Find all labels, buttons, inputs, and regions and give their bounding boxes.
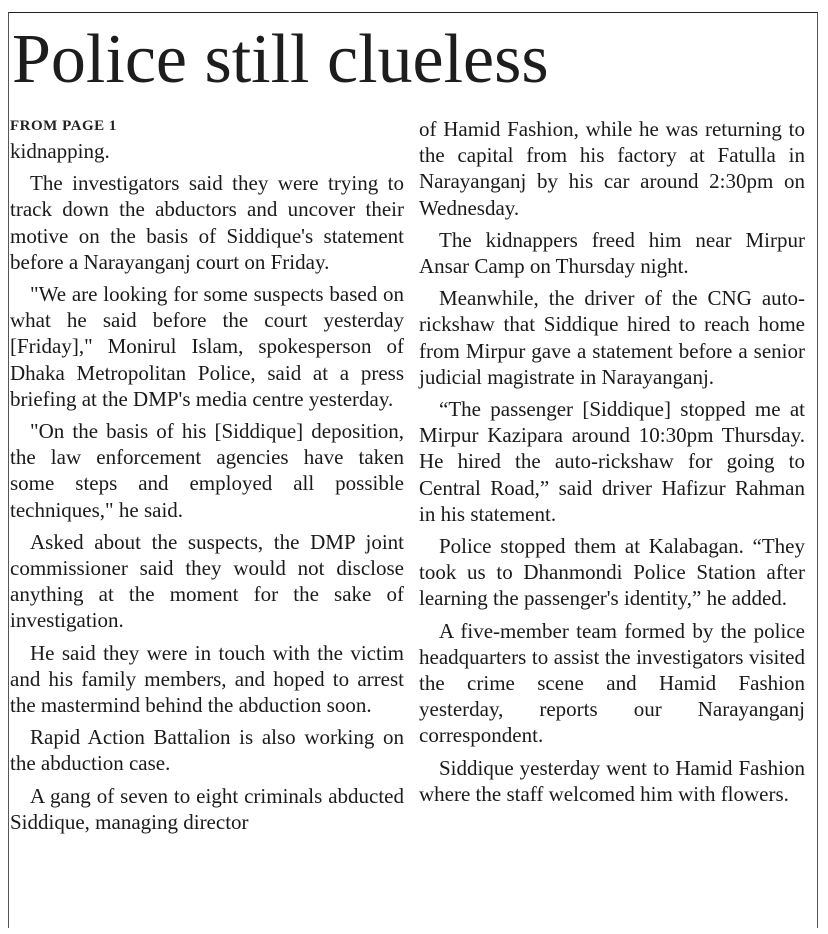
right-column bbox=[419, 116, 805, 813]
paragraph: of Hamid Fashion, while he was returning to the capital from his factory at Fatulla in Narayanganj by his car around 2:30pm on Wednesday. bbox=[419, 117, 805, 220]
headline: Police still clueless bbox=[12, 21, 549, 98]
paragraph: Meanwhile, the driver of the CNG auto-rickshaw that Siddique hired to reach home from Mirpur gave a statement before a senior judicial magistrate in Narayanganj. bbox=[419, 286, 805, 389]
jumpline: FROM PAGE 1 bbox=[10, 118, 117, 134]
paragraph: Rapid Action Battalion is also working on the abduction case. bbox=[10, 725, 404, 776]
paragraph: kidnapping. bbox=[10, 139, 110, 163]
paragraph: The kidnappers freed him near Mirpur Ansar Camp on Thursday night. bbox=[419, 227, 805, 279]
paragraph: Asked about the suspects, the DMP joint commissioner said they would not disclose anything at the moment for the sake of investigation. bbox=[10, 529, 404, 633]
paragraph: "On the basis of his [Siddique] deposition, the law enforcement agencies have taken some steps and employed all possible techniques," he said. bbox=[10, 419, 404, 522]
paragraph: Siddique yesterday went to Hamid Fashion where the staff welcomed him with flowers. bbox=[419, 755, 805, 806]
paragraph: He said they were in touch with the victim and his family members, and hoped to arrest the mastermind behind the abduction soon. bbox=[10, 640, 404, 718]
paragraph: Police stopped them at Kalabagan. “They took us to Dhanmondi Police Station after learning the passenger's identity,” he added. bbox=[419, 534, 805, 611]
paragraph: “The passenger [Siddique] stopped me at Mirpur Kazipara around 10:30pm Thursday. He hired the auto-rickshaw for going to Central Road,” said driver Hafizur Rahman in his statement. bbox=[419, 397, 805, 526]
left-column bbox=[10, 116, 404, 841]
paragraph: "We are looking for some suspects based on what he said before the court yesterday [Friday]," Monirul Islam, spokesperson of Dhaka Metropolitan Police, said at a press briefing at the DMP's media centre yesterday. bbox=[10, 282, 404, 411]
paragraph: The investigators said they were trying to track down the abductors and uncover their motive on the basis of Siddique's statement before a Narayanganj court on Friday. bbox=[10, 171, 404, 274]
paragraph: A gang of seven to eight criminals abducted Siddique, managing director bbox=[10, 783, 404, 834]
paragraph: A five-member team formed by the police headquarters to assist the investigators visited the crime scene and Hamid Fashion yesterday, reports our Narayanganj correspondent. bbox=[419, 618, 805, 748]
